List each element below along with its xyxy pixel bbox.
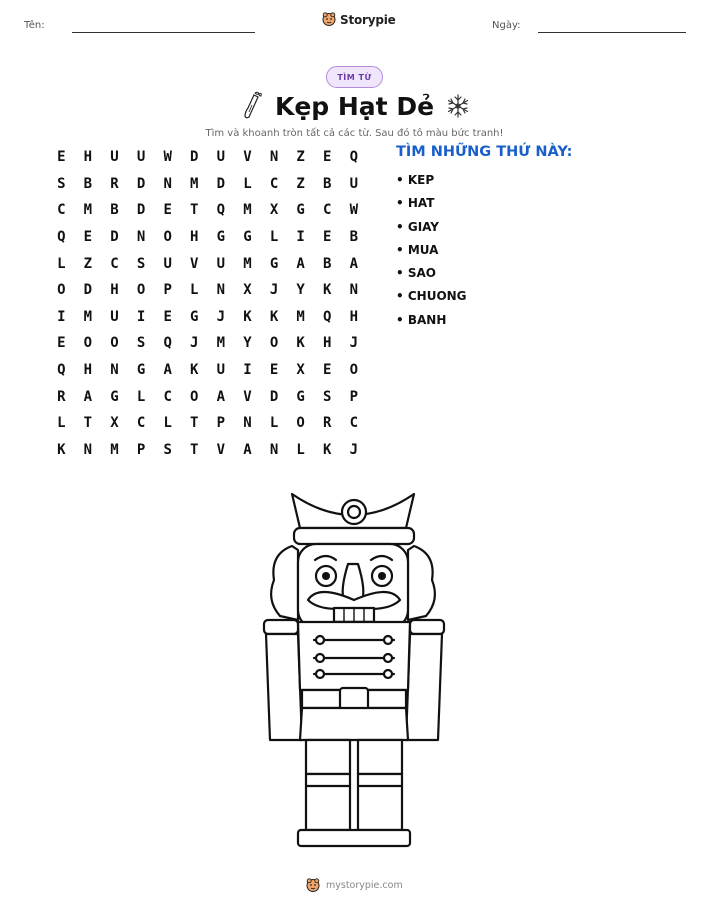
grid-letter[interactable]: O — [110, 335, 119, 352]
grid-letter[interactable]: Q — [57, 362, 66, 379]
grid-letter[interactable]: H — [349, 308, 359, 325]
grid-letter[interactable]: I — [296, 229, 305, 246]
grid-letter[interactable]: M — [243, 202, 252, 219]
word-list-heading: TÌM NHỮNG THỨ NÀY: — [396, 144, 573, 160]
grid-letter[interactable]: H — [110, 282, 119, 299]
grid-letter[interactable]: L — [269, 229, 279, 246]
grid-row — [48, 383, 367, 410]
grid-letter[interactable]: Q — [163, 335, 172, 352]
grid-letter[interactable]: M — [190, 175, 199, 192]
grid-letter[interactable]: K — [323, 441, 332, 458]
grid-letter[interactable]: O — [190, 388, 199, 405]
grid-letter[interactable]: D — [110, 229, 119, 246]
grid-letter[interactable]: P — [216, 415, 226, 432]
grid-letter[interactable]: S — [323, 388, 332, 405]
grid-letter[interactable]: T — [190, 415, 199, 432]
grid-letter[interactable]: Q — [216, 202, 226, 219]
grid-letter[interactable]: Q — [57, 229, 66, 246]
storypie-mascot-icon — [306, 878, 320, 893]
grid-letter[interactable]: H — [83, 362, 93, 379]
grid-letter[interactable]: L — [57, 415, 66, 432]
grid-letter[interactable]: D — [216, 175, 226, 192]
grid-letter[interactable]: N — [269, 441, 279, 458]
grid-letter[interactable]: U — [163, 255, 172, 272]
grid-letter[interactable]: L — [136, 388, 146, 405]
grid-letter[interactable]: G — [216, 229, 226, 246]
grid-letter[interactable]: D — [190, 149, 199, 166]
grid-letter[interactable]: E — [323, 362, 332, 379]
grid-letter[interactable]: H — [83, 149, 93, 166]
grid-letter[interactable]: U — [110, 308, 119, 325]
grid-row — [48, 410, 367, 437]
ballet-shoe-icon — [240, 90, 264, 120]
word-list — [396, 170, 467, 333]
grid-letter[interactable]: Y — [243, 335, 252, 352]
grid-letter[interactable]: V — [243, 149, 252, 166]
grid-letter[interactable]: C — [163, 388, 172, 405]
grid-letter[interactable]: B — [323, 175, 332, 192]
grid-letter[interactable]: S — [136, 255, 146, 272]
grid-row — [48, 224, 367, 251]
grid-letter[interactable]: O — [349, 362, 359, 379]
name-line[interactable] — [72, 32, 255, 33]
grid-letter[interactable]: K — [269, 308, 279, 325]
grid-letter[interactable]: M — [296, 308, 305, 325]
grid-letter[interactable]: N — [110, 362, 119, 379]
grid-letter[interactable]: P — [349, 388, 359, 405]
storypie-mascot-icon — [322, 12, 336, 27]
grid-letter[interactable]: B — [323, 255, 332, 272]
grid-letter[interactable]: E — [269, 362, 279, 379]
grid-letter[interactable]: D — [136, 202, 146, 219]
grid-letter[interactable]: P — [136, 441, 146, 458]
grid-letter[interactable]: M — [243, 255, 252, 272]
grid-letter[interactable]: G — [269, 255, 279, 272]
grid-letter[interactable]: M — [83, 202, 93, 219]
grid-letter[interactable]: G — [136, 362, 146, 379]
grid-letter[interactable]: X — [243, 282, 252, 299]
grid-letter[interactable]: V — [243, 388, 252, 405]
grid-letter[interactable]: U — [110, 149, 119, 166]
grid-letter[interactable]: B — [349, 229, 359, 246]
grid-letter[interactable]: U — [216, 255, 226, 272]
grid-letter[interactable]: C — [136, 415, 146, 432]
grid-letter[interactable]: Q — [323, 308, 332, 325]
grid-letter[interactable]: N — [243, 415, 252, 432]
grid-letter[interactable]: S — [163, 441, 172, 458]
grid-letter[interactable]: U — [216, 362, 226, 379]
grid-letter[interactable]: B — [110, 202, 119, 219]
grid-letter[interactable]: Z — [296, 149, 305, 166]
grid-letter[interactable]: R — [110, 175, 119, 192]
grid-letter[interactable]: A — [296, 255, 305, 272]
grid-letter[interactable]: D — [136, 175, 146, 192]
footer — [306, 878, 403, 893]
page-title: Kẹp Hạt Dẻ — [274, 92, 435, 121]
grid-letter[interactable]: K — [190, 362, 199, 379]
grid-letter[interactable]: O — [136, 282, 146, 299]
grid-letter[interactable]: M — [216, 335, 226, 352]
grid-letter[interactable]: O — [163, 229, 172, 246]
grid-letter[interactable]: O — [57, 282, 66, 299]
grid-letter[interactable]: E — [83, 229, 93, 246]
date-line[interactable] — [538, 32, 686, 33]
grid-letter[interactable]: H — [323, 335, 332, 352]
grid-letter[interactable]: T — [190, 202, 199, 219]
grid-letter[interactable]: L — [57, 255, 66, 272]
grid-letter[interactable]: A — [163, 362, 172, 379]
grid-letter[interactable]: O — [296, 415, 305, 432]
grid-letter[interactable]: J — [190, 335, 199, 352]
grid-letter[interactable]: J — [269, 282, 279, 299]
grid-letter[interactable]: C — [57, 202, 66, 219]
instructions: Tìm và khoanh tròn tất cả các từ. Sau đó tô màu bức tranh! — [205, 128, 504, 139]
grid-letter[interactable]: N — [269, 149, 279, 166]
grid-row — [48, 171, 367, 198]
brand-name: Storypie — [340, 12, 396, 27]
grid-row — [48, 277, 367, 304]
grid-letter[interactable]: V — [190, 255, 199, 272]
grid-letter[interactable]: C — [269, 175, 279, 192]
nutcracker-illustration[interactable] — [258, 490, 452, 852]
grid-row — [48, 197, 367, 224]
grid-letter[interactable]: O — [269, 335, 279, 352]
grid-letter[interactable]: R — [57, 388, 66, 405]
footer-url[interactable]: mystorypie.com — [326, 880, 403, 891]
grid-letter[interactable]: Q — [349, 149, 359, 166]
grid-letter[interactable]: Z — [83, 255, 93, 272]
grid-letter[interactable]: J — [349, 441, 359, 458]
grid-row — [48, 304, 367, 331]
grid-letter[interactable]: E — [57, 149, 66, 166]
grid-letter[interactable]: R — [323, 415, 332, 432]
grid-letter[interactable]: N — [83, 441, 93, 458]
grid-letter[interactable]: W — [349, 202, 359, 219]
brand-logo — [322, 12, 396, 27]
grid-letter[interactable]: S — [57, 175, 66, 192]
grid-row — [48, 437, 367, 464]
grid-letter[interactable]: K — [243, 308, 252, 325]
grid-letter[interactable]: O — [83, 335, 93, 352]
grid-letter[interactable]: A — [83, 388, 93, 405]
grid-letter[interactable]: S — [136, 335, 146, 352]
word-search-grid — [48, 144, 367, 463]
grid-letter[interactable]: G — [110, 388, 119, 405]
grid-letter[interactable]: X — [296, 362, 305, 379]
grid-letter[interactable]: J — [216, 308, 226, 325]
grid-letter[interactable]: I — [243, 362, 252, 379]
grid-letter[interactable]: L — [243, 175, 252, 192]
grid-letter[interactable]: G — [296, 202, 305, 219]
word-item: • KEP — [396, 173, 435, 187]
grid-letter[interactable]: C — [323, 202, 332, 219]
grid-row — [48, 250, 367, 277]
grid-letter[interactable]: E — [57, 335, 66, 352]
grid-letter[interactable]: D — [83, 282, 93, 299]
grid-letter[interactable]: E — [163, 202, 172, 219]
grid-letter[interactable]: Z — [296, 175, 305, 192]
word-item: • GIAY — [396, 219, 439, 234]
date-label: Ngày: — [492, 20, 521, 31]
word-item: • SAO — [396, 266, 436, 281]
grid-letter[interactable]: L — [269, 415, 279, 432]
grid-letter[interactable]: U — [136, 149, 146, 166]
grid-row — [48, 144, 367, 171]
grid-letter[interactable]: L — [296, 441, 305, 458]
grid-letter[interactable]: G — [190, 308, 199, 325]
grid-letter[interactable]: L — [163, 415, 172, 432]
grid-letter[interactable]: H — [190, 229, 199, 246]
word-item: • CHUONG — [396, 289, 467, 304]
activity-badge: TÌM TỪ — [326, 66, 383, 88]
grid-letter[interactable]: X — [269, 202, 279, 219]
grid-letter[interactable]: U — [216, 149, 226, 166]
grid-letter[interactable]: E — [323, 229, 332, 246]
grid-letter[interactable]: E — [323, 149, 332, 166]
grid-letter[interactable]: I — [136, 308, 146, 325]
word-item: • BANH — [396, 312, 447, 327]
grid-letter[interactable]: P — [163, 282, 172, 299]
grid-letter[interactable]: C — [349, 415, 359, 432]
grid-letter[interactable]: K — [57, 441, 66, 458]
grid-letter[interactable]: T — [190, 441, 199, 458]
grid-letter[interactable]: N — [216, 282, 226, 299]
grid-letter[interactable]: L — [190, 282, 199, 299]
grid-letter[interactable]: K — [296, 335, 305, 352]
grid-letter[interactable]: J — [349, 335, 359, 352]
grid-letter[interactable]: E — [163, 308, 172, 325]
grid-row — [48, 357, 367, 384]
grid-letter[interactable]: G — [296, 388, 305, 405]
grid-letter[interactable]: N — [163, 175, 172, 192]
grid-letter[interactable]: A — [349, 255, 359, 272]
word-item: • MUA — [396, 242, 439, 257]
grid-letter[interactable]: X — [110, 415, 119, 432]
grid-letter[interactable]: W — [163, 149, 172, 166]
name-label: Tên: — [24, 20, 45, 31]
grid-letter[interactable]: G — [243, 229, 252, 246]
grid-row — [48, 330, 367, 357]
grid-letter[interactable]: M — [83, 308, 93, 325]
grid-letter[interactable]: A — [243, 441, 252, 458]
grid-letter[interactable]: K — [323, 282, 332, 299]
grid-letter[interactable]: B — [83, 175, 93, 192]
grid-letter[interactable]: U — [349, 175, 359, 192]
grid-letter[interactable]: A — [216, 388, 226, 405]
grid-letter[interactable]: C — [110, 255, 119, 272]
word-item: • HAT — [396, 196, 435, 211]
grid-letter[interactable]: N — [349, 282, 359, 299]
grid-letter[interactable]: M — [110, 441, 119, 458]
grid-letter[interactable]: T — [83, 415, 93, 432]
grid-letter[interactable]: N — [136, 229, 146, 246]
grid-letter[interactable]: D — [269, 388, 279, 405]
grid-letter[interactable]: V — [216, 441, 226, 458]
grid-letter[interactable]: I — [57, 308, 66, 325]
grid-letter[interactable]: Y — [296, 282, 305, 299]
snowflake-icon — [445, 93, 471, 119]
